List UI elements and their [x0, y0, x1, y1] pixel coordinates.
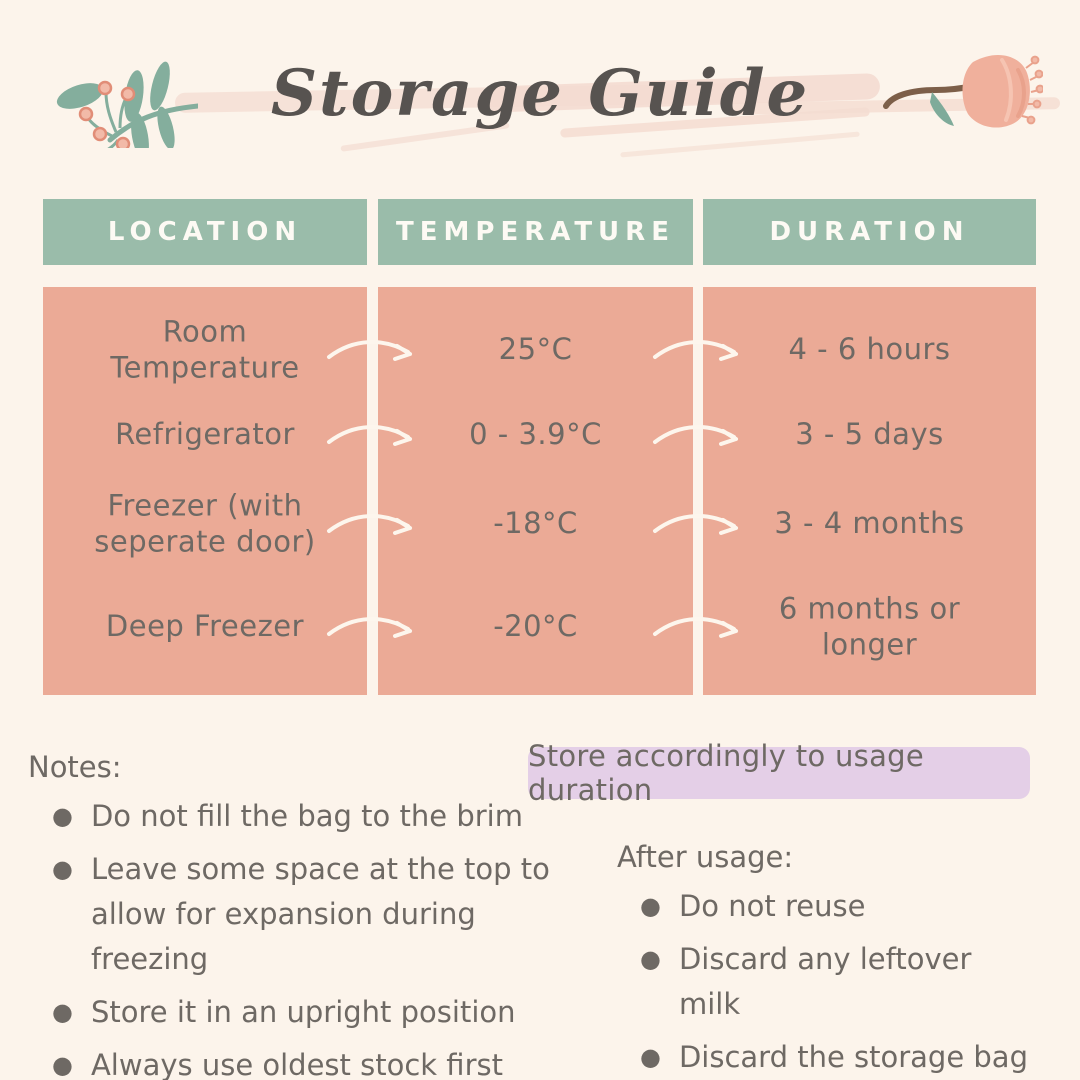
duration-cell: 3 - 5 days [795, 417, 944, 452]
duration-cell: 3 - 4 months [774, 506, 965, 541]
duration-cell: 4 - 6 hours [788, 332, 951, 367]
curved-arrow-icon [652, 610, 744, 644]
brush-stroke [620, 132, 860, 158]
table-body [43, 287, 1036, 695]
bullet-icon: ● [52, 997, 73, 1026]
bullet-icon: ● [52, 1050, 73, 1079]
curved-arrow-icon [652, 418, 744, 452]
temperature-cell: -18°C [493, 506, 578, 541]
note-text: Always use oldest stock first [90, 1047, 503, 1080]
bullet-icon: ● [52, 802, 73, 830]
list-item [52, 794, 592, 839]
after-usage-heading: After usage: [617, 840, 794, 874]
curved-arrow-icon [326, 333, 418, 367]
header-location: LOCATION [43, 199, 367, 265]
header-duration: DURATION [703, 199, 1036, 265]
bullet-icon: ● [640, 1042, 661, 1071]
curved-arrow-icon [326, 418, 418, 452]
duration-column [703, 287, 1036, 695]
temperature-cell: -20°C [493, 609, 578, 644]
note-text: Leave some space at the top to allow for expansion during freezing [90, 851, 550, 976]
temperature-cell: 0 - 3.9°C [469, 417, 602, 452]
list-item [640, 1035, 1040, 1080]
storage-table [43, 199, 1036, 695]
notes-list [52, 794, 592, 1080]
notes-heading: Notes: [28, 750, 122, 784]
bullet-icon: ● [640, 944, 661, 973]
location-cell: Refrigerator [115, 417, 295, 452]
curved-arrow-icon [652, 507, 744, 541]
table-header-row [43, 199, 1036, 265]
bullet-icon: ● [52, 854, 73, 883]
after-usage-list [640, 884, 1040, 1080]
bullet-icon: ● [640, 892, 661, 920]
list-item [640, 884, 1040, 929]
after-usage-text: Do not reuse [678, 889, 866, 923]
note-text: Do not fill the bag to the brim [90, 799, 523, 833]
list-item [52, 847, 592, 982]
list-item [640, 937, 1040, 1027]
temperature-column [378, 287, 693, 695]
location-column [43, 287, 367, 695]
duration-cell: 6 months or longer [778, 591, 961, 661]
location-cell: Room Temperature [110, 314, 300, 384]
location-cell: Freezer (with seperate door) [94, 488, 316, 558]
after-usage-text: Discard any leftover milk [678, 941, 972, 1021]
curved-arrow-icon [326, 507, 418, 541]
curved-arrow-icon [652, 333, 744, 367]
list-item [52, 990, 592, 1035]
location-cell: Deep Freezer [105, 609, 305, 644]
highlight-badge: Store accordingly to usage duration [528, 747, 1030, 799]
after-usage-text: Discard the storage bag [678, 1039, 1028, 1074]
note-text: Store it in an upright position [90, 994, 516, 1029]
temperature-cell: 25°C [498, 332, 573, 367]
header-temperature: TEMPERATURE [378, 199, 693, 265]
curved-arrow-icon [326, 610, 418, 644]
page-title: Storage Guide [270, 56, 810, 131]
list-item [52, 1043, 592, 1080]
